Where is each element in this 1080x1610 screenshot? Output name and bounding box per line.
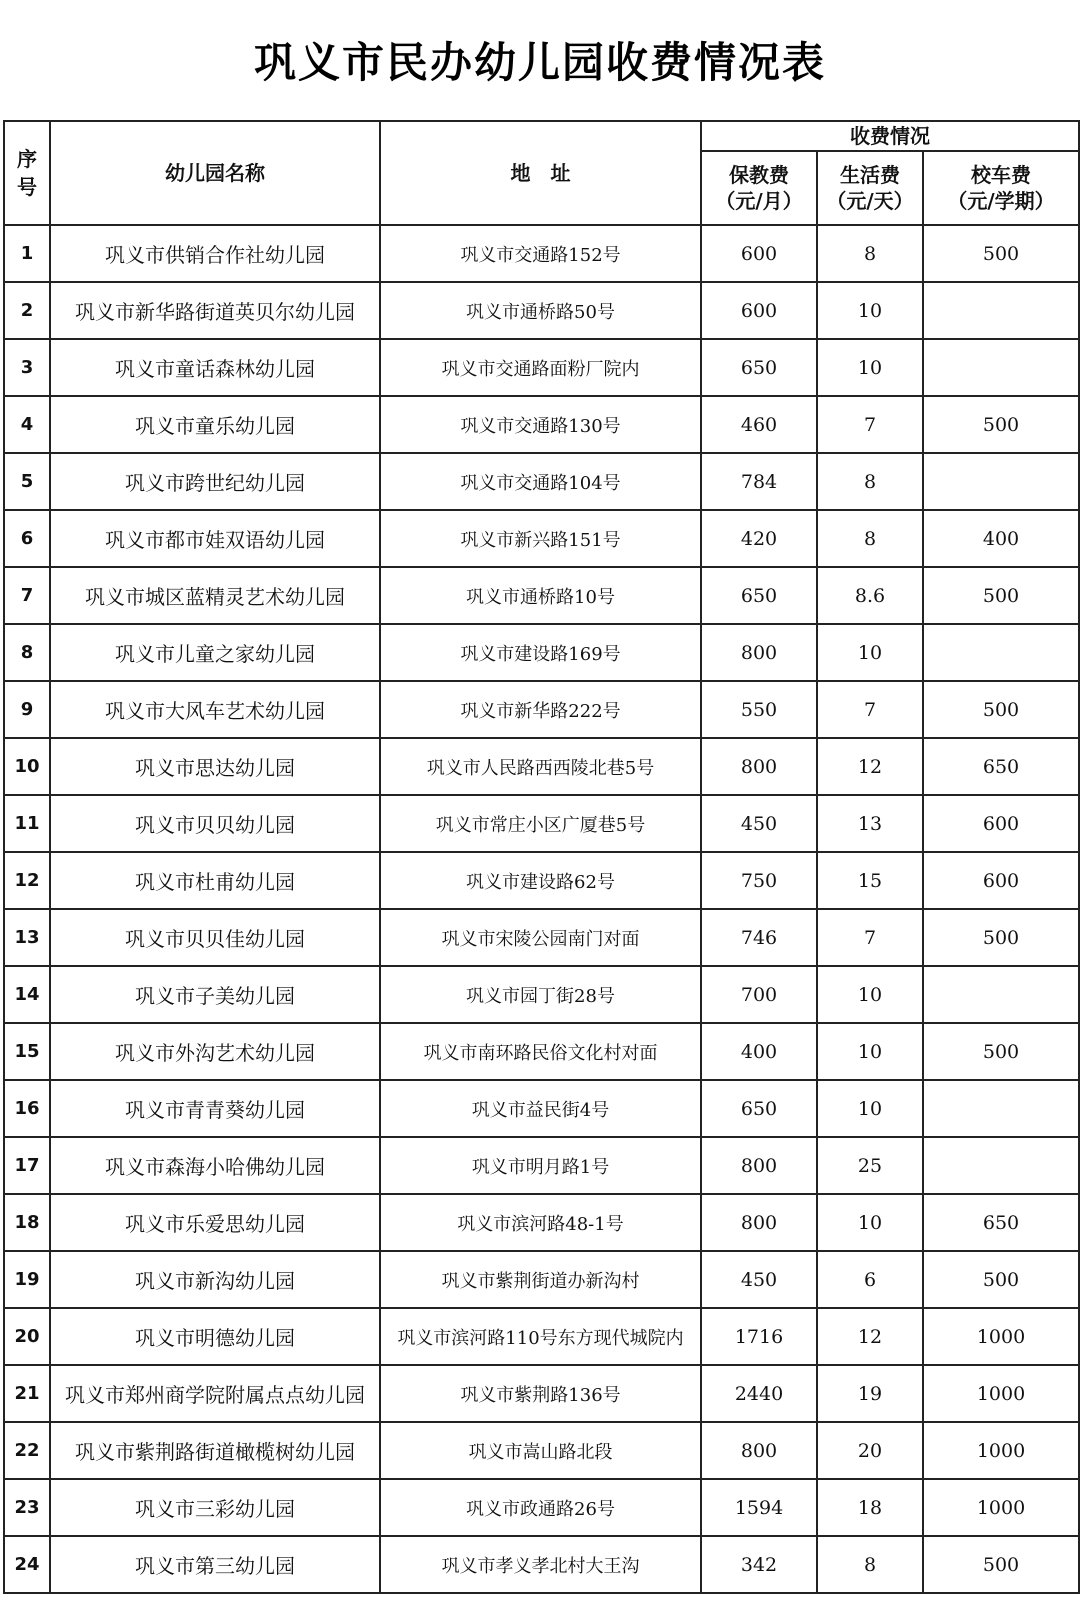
bus-fee: 500	[923, 567, 1079, 624]
living-fee: 8.6	[817, 567, 923, 624]
kindergarten-address: 巩义市滨河路48-1号	[380, 1194, 701, 1251]
bus-fee: 1000	[923, 1422, 1079, 1479]
kindergarten-address: 巩义市嵩山路北段	[380, 1422, 701, 1479]
bus-fee	[923, 282, 1079, 339]
kindergarten-name: 巩义市思达幼儿园	[50, 738, 380, 795]
bus-fee: 600	[923, 795, 1079, 852]
tuition-fee: 600	[701, 225, 817, 282]
page-title: 巩义市民办幼儿园收费情况表	[253, 38, 826, 87]
table-row	[4, 1080, 1079, 1137]
table-row	[4, 1194, 1079, 1251]
fee-table	[3, 120, 1080, 1594]
living-fee: 10	[817, 1080, 923, 1137]
tuition-fee: 1716	[701, 1308, 817, 1365]
bus-fee: 500	[923, 1536, 1079, 1593]
kindergarten-name: 巩义市新沟幼儿园	[50, 1251, 380, 1308]
table-row	[4, 282, 1079, 339]
bus-fee	[923, 339, 1079, 396]
row-number: 23	[4, 1479, 50, 1536]
table-row	[4, 339, 1079, 396]
kindergarten-name: 巩义市三彩幼儿园	[50, 1479, 380, 1536]
kindergarten-name: 巩义市童话森林幼儿园	[50, 339, 380, 396]
living-fee: 19	[817, 1365, 923, 1422]
kindergarten-address: 巩义市紫荆路136号	[380, 1365, 701, 1422]
living-fee: 10	[817, 339, 923, 396]
living-fee: 8	[817, 225, 923, 282]
tuition-fee: 342	[701, 1536, 817, 1593]
bus-fee	[923, 624, 1079, 681]
kindergarten-name: 巩义市杜甫幼儿园	[50, 852, 380, 909]
table-row	[4, 681, 1079, 738]
tuition-fee: 800	[701, 1422, 817, 1479]
table-row	[4, 1251, 1079, 1308]
kindergarten-name: 巩义市外沟艺术幼儿园	[50, 1023, 380, 1080]
bus-fee: 500	[923, 225, 1079, 282]
table-row	[4, 852, 1079, 909]
bus-fee: 1000	[923, 1308, 1079, 1365]
table-row	[4, 1308, 1079, 1365]
kindergarten-address: 巩义市通桥路10号	[380, 567, 701, 624]
kindergarten-name: 巩义市贝贝幼儿园	[50, 795, 380, 852]
row-number: 3	[4, 339, 50, 396]
bus-fee: 500	[923, 681, 1079, 738]
living-fee: 7	[817, 681, 923, 738]
kindergarten-address: 巩义市南环路民俗文化村对面	[380, 1023, 701, 1080]
kindergarten-name: 巩义市乐爱思幼儿园	[50, 1194, 380, 1251]
tuition-fee: 650	[701, 1080, 817, 1137]
kindergarten-address: 巩义市人民路西西陵北巷5号	[380, 738, 701, 795]
living-fee: 10	[817, 1023, 923, 1080]
kindergarten-address: 巩义市交通路152号	[380, 225, 701, 282]
bus-fee: 500	[923, 1251, 1079, 1308]
bus-fee: 500	[923, 909, 1079, 966]
tuition-fee: 600	[701, 282, 817, 339]
kindergarten-address: 巩义市紫荆街道办新沟村	[380, 1251, 701, 1308]
tuition-fee: 650	[701, 339, 817, 396]
kindergarten-name: 巩义市子美幼儿园	[50, 966, 380, 1023]
living-fee: 10	[817, 282, 923, 339]
tuition-fee: 550	[701, 681, 817, 738]
kindergarten-address: 巩义市滨河路110号东方现代城院内	[380, 1308, 701, 1365]
living-fee: 10	[817, 966, 923, 1023]
tuition-fee: 460	[701, 396, 817, 453]
kindergarten-address: 巩义市新兴路151号	[380, 510, 701, 567]
living-fee: 12	[817, 738, 923, 795]
bus-fee: 600	[923, 852, 1079, 909]
table-row	[4, 453, 1079, 510]
tuition-fee: 2440	[701, 1365, 817, 1422]
kindergarten-name: 巩义市城区蓝精灵艺术幼儿园	[50, 567, 380, 624]
kindergarten-name: 巩义市青青葵幼儿园	[50, 1080, 380, 1137]
row-number: 2	[4, 282, 50, 339]
row-number: 20	[4, 1308, 50, 1365]
tuition-fee: 450	[701, 795, 817, 852]
tuition-fee: 400	[701, 1023, 817, 1080]
bus-fee: 1000	[923, 1479, 1079, 1536]
living-fee: 20	[817, 1422, 923, 1479]
kindergarten-name: 巩义市都市娃双语幼儿园	[50, 510, 380, 567]
table-row	[4, 1422, 1079, 1479]
bus-fee: 650	[923, 1194, 1079, 1251]
table-row	[4, 966, 1079, 1023]
row-number: 16	[4, 1080, 50, 1137]
row-number: 13	[4, 909, 50, 966]
table-row	[4, 1137, 1079, 1194]
tuition-fee: 750	[701, 852, 817, 909]
table-row	[4, 738, 1079, 795]
tuition-fee: 700	[701, 966, 817, 1023]
row-number: 5	[4, 453, 50, 510]
kindergarten-address: 巩义市建设路62号	[380, 852, 701, 909]
kindergarten-name: 巩义市大风车艺术幼儿园	[50, 681, 380, 738]
kindergarten-address: 巩义市通桥路50号	[380, 282, 701, 339]
bus-fee: 650	[923, 738, 1079, 795]
kindergarten-address: 巩义市常庄小区广厦巷5号	[380, 795, 701, 852]
table-row	[4, 909, 1079, 966]
table-body	[4, 225, 1079, 1593]
row-number: 6	[4, 510, 50, 567]
row-number: 18	[4, 1194, 50, 1251]
row-number: 9	[4, 681, 50, 738]
kindergarten-address: 巩义市孝义孝北村大王沟	[380, 1536, 701, 1593]
kindergarten-name: 巩义市跨世纪幼儿园	[50, 453, 380, 510]
table-row	[4, 396, 1079, 453]
table-row	[4, 1536, 1079, 1593]
kindergarten-address: 巩义市宋陵公园南门对面	[380, 909, 701, 966]
row-number: 7	[4, 567, 50, 624]
row-number: 24	[4, 1536, 50, 1593]
header-fee-group: 收费情况	[701, 121, 1079, 151]
row-number: 21	[4, 1365, 50, 1422]
living-fee: 25	[817, 1137, 923, 1194]
bus-fee: 500	[923, 396, 1079, 453]
header-living: 生活费 （元/天）	[817, 151, 923, 225]
row-number: 11	[4, 795, 50, 852]
bus-fee	[923, 1080, 1079, 1137]
kindergarten-address: 巩义市明月路1号	[380, 1137, 701, 1194]
living-fee: 12	[817, 1308, 923, 1365]
living-fee: 10	[817, 1194, 923, 1251]
bus-fee	[923, 453, 1079, 510]
living-fee: 10	[817, 624, 923, 681]
tuition-fee: 784	[701, 453, 817, 510]
table-row	[4, 624, 1079, 681]
tuition-fee: 450	[701, 1251, 817, 1308]
table-row	[4, 1365, 1079, 1422]
kindergarten-name: 巩义市第三幼儿园	[50, 1536, 380, 1593]
tuition-fee: 800	[701, 1137, 817, 1194]
header-tuition: 保教费 （元/月）	[701, 151, 817, 225]
tuition-fee: 650	[701, 567, 817, 624]
living-fee: 7	[817, 396, 923, 453]
row-number: 14	[4, 966, 50, 1023]
tuition-fee: 420	[701, 510, 817, 567]
header-bus: 校车费 （元/学期）	[923, 151, 1079, 225]
kindergarten-name: 巩义市供销合作社幼儿园	[50, 225, 380, 282]
row-number: 17	[4, 1137, 50, 1194]
living-fee: 8	[817, 1536, 923, 1593]
kindergarten-name: 巩义市新华路街道英贝尔幼儿园	[50, 282, 380, 339]
living-fee: 15	[817, 852, 923, 909]
tuition-fee: 1594	[701, 1479, 817, 1536]
living-fee: 8	[817, 453, 923, 510]
kindergarten-address: 巩义市交通路130号	[380, 396, 701, 453]
bus-fee	[923, 966, 1079, 1023]
bus-fee: 400	[923, 510, 1079, 567]
tuition-fee: 746	[701, 909, 817, 966]
living-fee: 8	[817, 510, 923, 567]
kindergarten-name: 巩义市森海小哈佛幼儿园	[50, 1137, 380, 1194]
header-address: 地 址	[380, 121, 701, 225]
tuition-fee: 800	[701, 1194, 817, 1251]
kindergarten-address: 巩义市园丁街28号	[380, 966, 701, 1023]
kindergarten-address: 巩义市新华路222号	[380, 681, 701, 738]
kindergarten-name: 巩义市童乐幼儿园	[50, 396, 380, 453]
living-fee: 18	[817, 1479, 923, 1536]
row-number: 4	[4, 396, 50, 453]
table-row	[4, 510, 1079, 567]
tuition-fee: 800	[701, 738, 817, 795]
kindergarten-address: 巩义市交通路104号	[380, 453, 701, 510]
row-number: 19	[4, 1251, 50, 1308]
kindergarten-name: 巩义市郑州商学院附属点点幼儿园	[50, 1365, 380, 1422]
table-row	[4, 225, 1079, 282]
kindergarten-address: 巩义市益民街4号	[380, 1080, 701, 1137]
row-number: 15	[4, 1023, 50, 1080]
kindergarten-address: 巩义市建设路169号	[380, 624, 701, 681]
bus-fee	[923, 1137, 1079, 1194]
bus-fee: 1000	[923, 1365, 1079, 1422]
kindergarten-address: 巩义市交通路面粉厂院内	[380, 339, 701, 396]
living-fee: 7	[817, 909, 923, 966]
living-fee: 13	[817, 795, 923, 852]
header-seq: 序 号	[4, 121, 50, 225]
row-number: 22	[4, 1422, 50, 1479]
row-number: 12	[4, 852, 50, 909]
kindergarten-name: 巩义市紫荆路街道橄榄树幼儿园	[50, 1422, 380, 1479]
kindergarten-address: 巩义市政通路26号	[380, 1479, 701, 1536]
kindergarten-name: 巩义市明德幼儿园	[50, 1308, 380, 1365]
tuition-fee: 800	[701, 624, 817, 681]
table-row	[4, 795, 1079, 852]
table-row	[4, 1479, 1079, 1536]
header-name: 幼儿园名称	[50, 121, 380, 225]
bus-fee: 500	[923, 1023, 1079, 1080]
row-number: 10	[4, 738, 50, 795]
living-fee: 6	[817, 1251, 923, 1308]
kindergarten-name: 巩义市贝贝佳幼儿园	[50, 909, 380, 966]
row-number: 1	[4, 225, 50, 282]
table-header	[4, 121, 1079, 225]
table-row	[4, 1023, 1079, 1080]
kindergarten-name: 巩义市儿童之家幼儿园	[50, 624, 380, 681]
table-row	[4, 567, 1079, 624]
row-number: 8	[4, 624, 50, 681]
